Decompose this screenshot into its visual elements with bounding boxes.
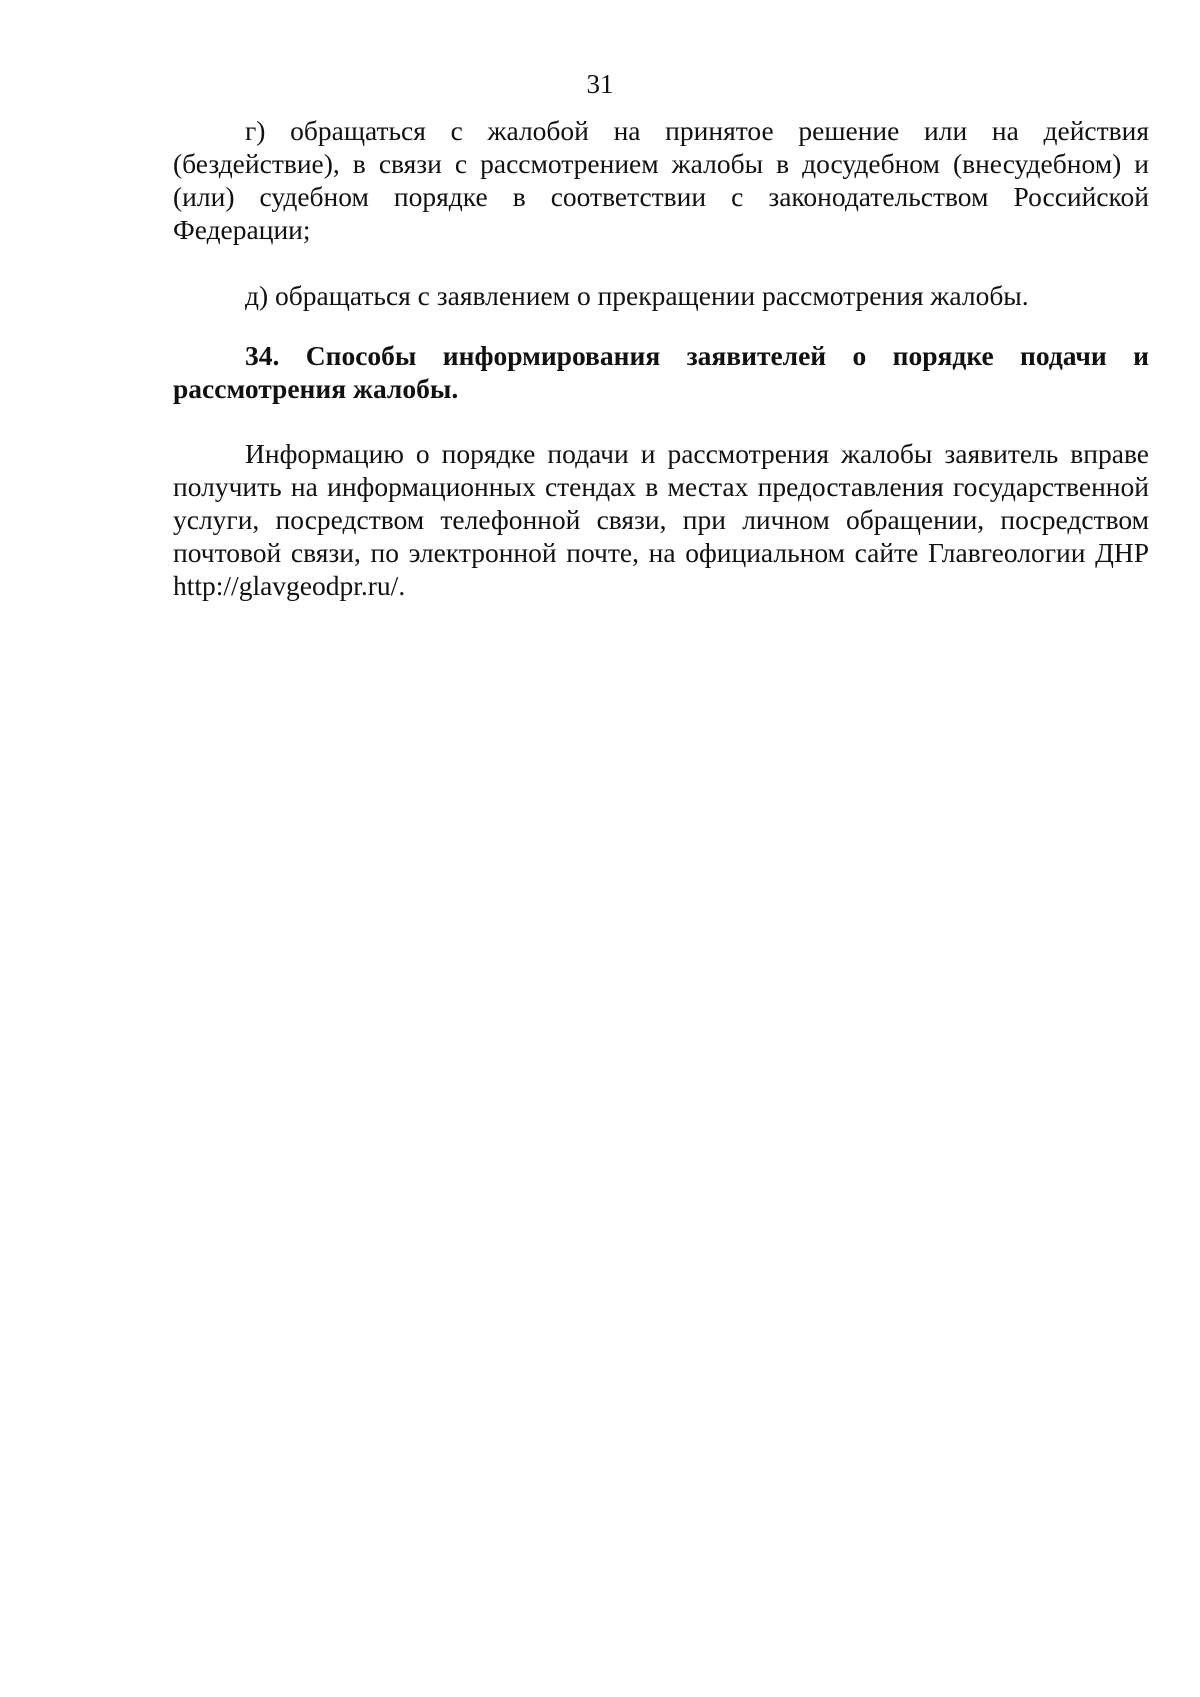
section-body-paragraph: Информацию о порядке подачи и рассмотрения жалобы заявитель вправе получить на информационных стендах в местах предоставления государственной услуги, посредством телефонной связи, при личном обращении, посредством почтовой связи, по электронной почте, на официальном сайте Главгеологии ДНР http://glavgeodpr.ru/.	[173, 438, 1149, 601]
paragraph-item-g: г) обращаться с жалобой на принятое решение или на действия (бездействие), в связи с рассмотрением жалобы в досудебном (внесудебном) и (или) судебном порядке в соответствии с законодательством Российской Федерации;	[173, 115, 1149, 245]
page-number: 31	[586, 69, 614, 99]
paragraph-item-d: д) обращаться с заявлением о прекращении рассмотрения жалобы.	[245, 280, 1029, 311]
section-heading: 34. Способы информирования заявителей о порядке подачи и рассмотрения жалобы.	[173, 340, 1149, 404]
document-body	[173, 114, 1149, 602]
